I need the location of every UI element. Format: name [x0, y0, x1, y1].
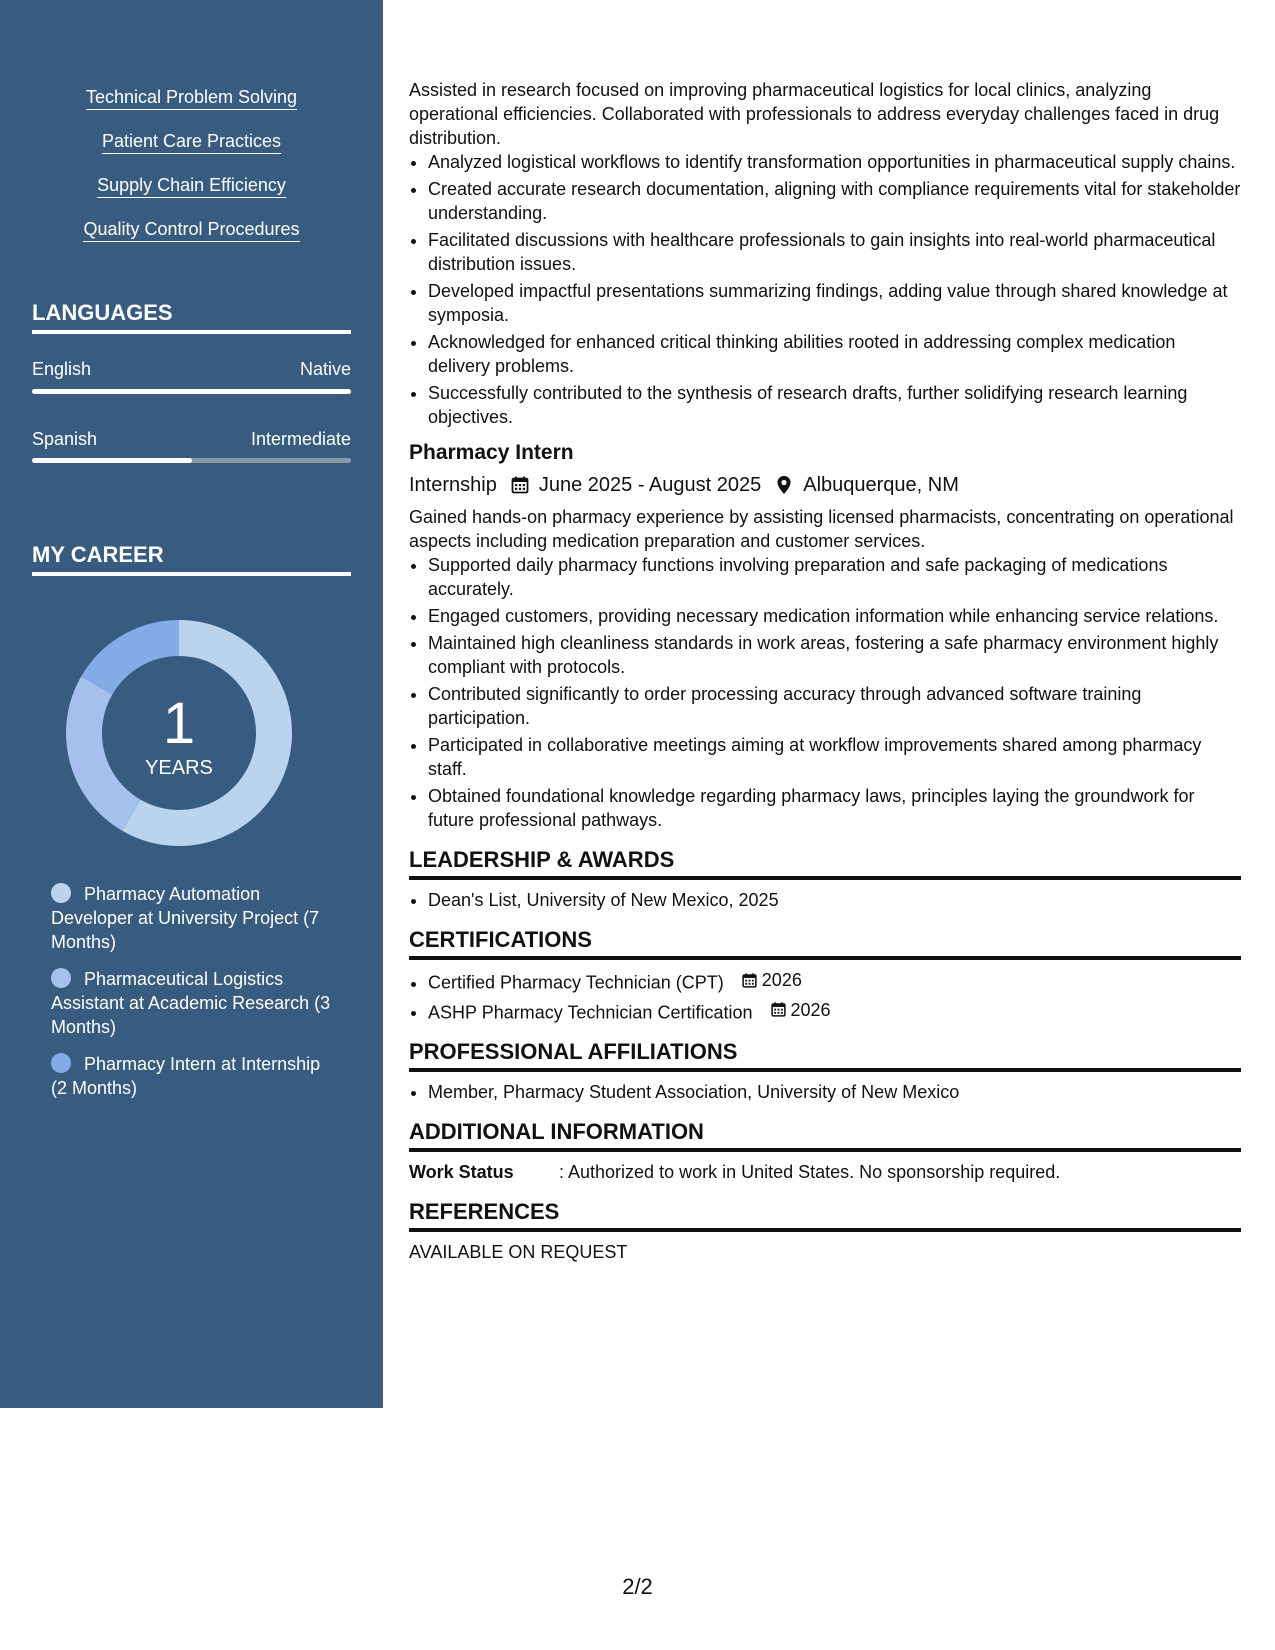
certification-year: 2026: [790, 999, 831, 1020]
career-donut-chart: [65, 619, 293, 847]
languages-heading: LANGUAGES: [32, 299, 351, 334]
job-dates: June 2025 - August 2025: [538, 474, 762, 496]
skills-list: [0, 86, 383, 262]
job-meta: [409, 471, 1241, 499]
language-row: [32, 428, 351, 450]
language-name: English: [32, 359, 92, 379]
leadership-heading: LEADERSHIP & AWARDS: [409, 846, 1241, 880]
page-number: 2/2: [622, 1574, 653, 1599]
career-dot-icon: [51, 1053, 71, 1073]
donut-segment: [132, 638, 275, 828]
career-item-text: Pharmacy Automation Developer at University Project (7 Months): [51, 884, 320, 952]
bullet-item: • Maintained high cleanliness standards in work areas, fostering a safe pharmacy environment highly compliant with protocols.: [428, 631, 1241, 679]
language-proficiency-bar: [32, 389, 351, 394]
skill-item: Patient Care Practices: [102, 130, 281, 154]
bullet-item: • Contributed significantly to order processing accuracy through advanced software training participation.: [428, 682, 1241, 730]
donut-segment: [84, 686, 132, 816]
career-heading: MY CAREER: [32, 541, 351, 576]
bullet-item: • Supported daily pharmacy functions involving preparation and safe packaging of medications accurately.: [428, 553, 1241, 601]
language-row: [32, 358, 351, 380]
bullet-item: • Engaged customers, providing necessary medication information while enhancing service relations.: [428, 604, 1241, 628]
calendar-icon: [741, 972, 758, 989]
bullet-item: • Acknowledged for enhanced critical thinking abilities rooted in addressing complex medication delivery problems.: [428, 330, 1241, 378]
career-dot-icon: [51, 883, 71, 903]
language-level: Intermediate: [250, 429, 351, 449]
bullet-item: • Obtained foundational knowledge regarding pharmacy laws, principles laying the groundwork for future professional pathways.: [428, 784, 1241, 832]
skill-item: Quality Control Procedures: [83, 218, 299, 242]
career-list: [51, 882, 341, 1113]
bullet-item: • Member, Pharmacy Student Association, University of New Mexico: [428, 1080, 1241, 1104]
certification-date: [741, 968, 802, 992]
career-item: [51, 882, 341, 954]
map-pin-icon: [774, 475, 794, 495]
bullet-item: • Analyzed logistical workflows to identify transformation opportunities in pharmaceutical supply chains.: [428, 150, 1241, 174]
certifications-heading: CERTIFICATIONS: [409, 926, 1241, 960]
certification-date: [770, 998, 831, 1022]
job-location: Albuquerque, NM: [803, 474, 959, 496]
total-years-value: 1: [162, 691, 196, 756]
bullet-item: • Created accurate research documentation, aligning with compliance requirements vital for stakeholder understanding.: [428, 177, 1241, 225]
career-item-text: Pharmacy Intern at Internship (2 Months): [51, 1054, 321, 1098]
bullet-item: • Participated in collaborative meetings aiming at workflow improvements shared among pharmacy staff.: [428, 733, 1241, 781]
language-name: Spanish: [32, 429, 98, 449]
donut-segment: [97, 638, 179, 686]
certification-name: Certified Pharmacy Technician (CPT): [428, 972, 724, 993]
language-proficiency-fill: [32, 389, 351, 394]
bullet-item: • Facilitated discussions with healthcare professionals to gain insights into real-world pharmaceutical distribution issues.: [428, 228, 1241, 276]
job-bullets: [409, 553, 1241, 832]
calendar-icon: [770, 1001, 787, 1018]
career-dot-icon: [51, 968, 71, 988]
skill-item: Technical Problem Solving: [86, 86, 297, 110]
intro-bullets: [409, 150, 1241, 429]
bullet-item: • Dean's List, University of New Mexico, 2025: [428, 888, 1241, 912]
affiliations-heading: PROFESSIONAL AFFILIATIONS: [409, 1038, 1241, 1072]
references-text: AVAILABLE ON REQUEST: [409, 1242, 628, 1262]
work-status-row: [409, 1160, 1241, 1184]
references-heading: REFERENCES: [409, 1198, 1241, 1232]
calendar-icon: [510, 475, 530, 495]
affiliations-list: [409, 1080, 1241, 1104]
career-item: [51, 967, 341, 1039]
language-proficiency-fill: [32, 458, 192, 463]
certifications-list: [409, 968, 1241, 1024]
certification-item: [428, 968, 1241, 995]
bullet-item: • Successfully contributed to the synthesis of research drafts, further solidifying research learning objectives.: [428, 381, 1241, 429]
language-proficiency-bar: [32, 458, 351, 463]
work-status-label: Work Status: [409, 1162, 514, 1182]
career-item: [51, 1052, 341, 1100]
career-item-text: Pharmaceutical Logistics Assistant at Academic Research (3 Months): [51, 969, 331, 1037]
main-content: [409, 78, 1241, 1264]
certification-name: ASHP Pharmacy Technician Certification: [428, 1002, 753, 1022]
sidebar: [0, 0, 383, 1408]
job-title: Pharmacy Intern: [409, 441, 574, 464]
intro-paragraph: Assisted in research focused on improving pharmaceutical logistics for local clinics, analyzing operational efficiencies. Collaborated with professionals to address everyday challenges faced in drug distribution.: [409, 80, 1220, 148]
leadership-list: [409, 888, 1241, 912]
skill-item: Supply Chain Efficiency: [97, 174, 286, 198]
bullet-item: • Developed impactful presentations summarizing findings, adding value through shared knowledge at symposia.: [428, 279, 1241, 327]
years-label: YEARS: [145, 757, 213, 779]
additional-info-heading: ADDITIONAL INFORMATION: [409, 1118, 1241, 1152]
job-summary: Gained hands-on pharmacy experience by assisting licensed pharmacists, concentrating on operational aspects including medication preparation and customer services.: [409, 507, 1234, 551]
certification-item: [428, 998, 1241, 1025]
work-status-value: : Authorized to work in United States. No sponsorship required.: [559, 1162, 1061, 1182]
language-level: Native: [299, 359, 351, 379]
job-company: Internship: [409, 474, 497, 496]
certification-year: 2026: [761, 970, 802, 990]
